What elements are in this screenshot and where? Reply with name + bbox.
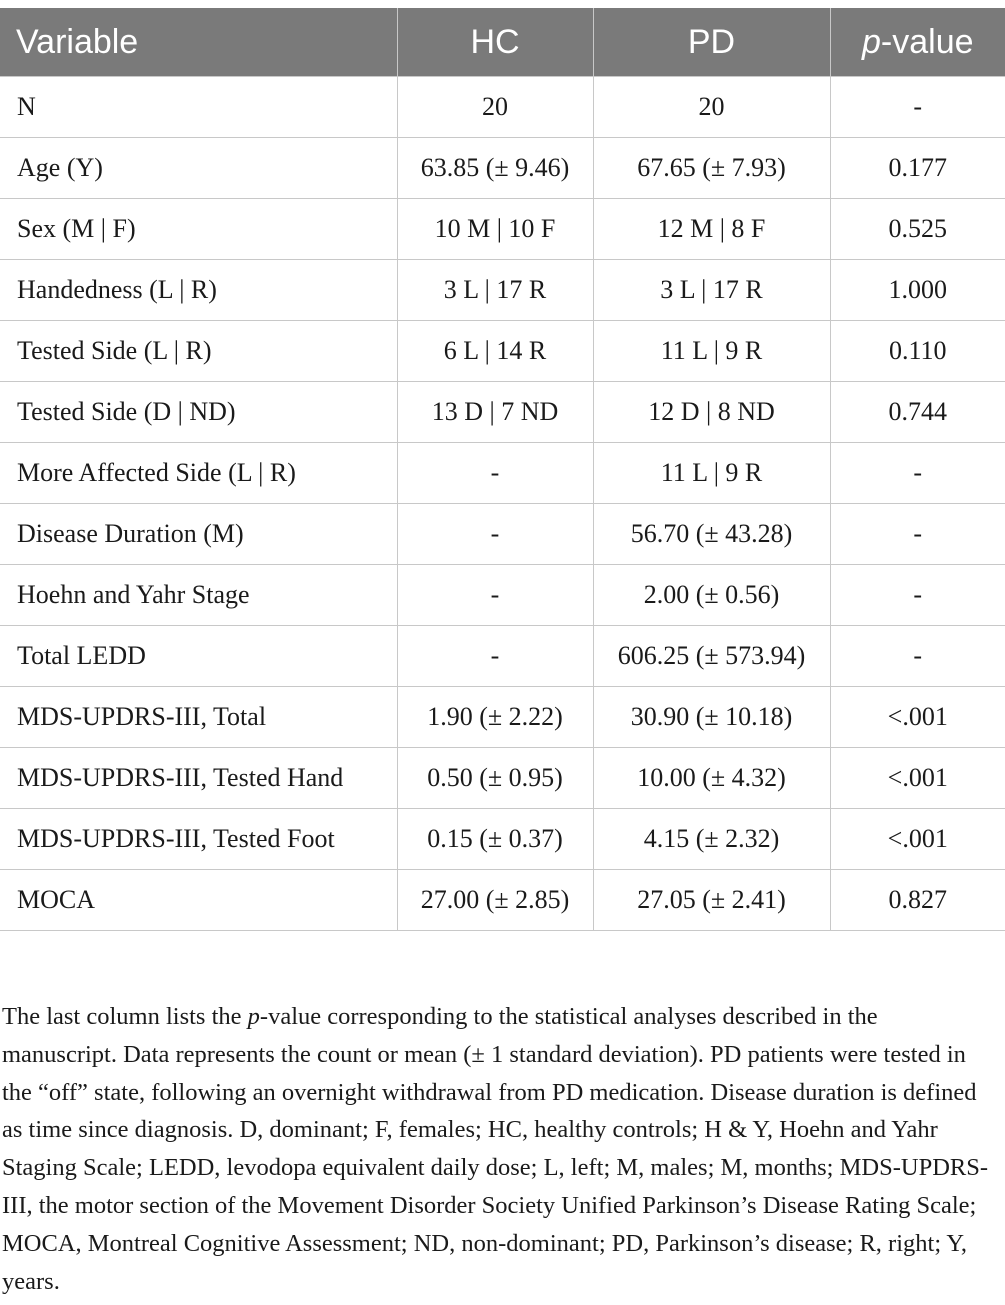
cell-variable: Hoehn and Yahr Stage <box>0 565 397 626</box>
cell-pd: 2.00 (± 0.56) <box>593 565 830 626</box>
cell-hc: 3 L | 17 R <box>397 260 593 321</box>
cell-p-value: - <box>830 504 1005 565</box>
table-row <box>0 504 1005 565</box>
cell-hc: 0.15 (± 0.37) <box>397 809 593 870</box>
cell-variable: Tested Side (L | R) <box>0 321 397 382</box>
footnote-p-italic: p <box>247 1003 260 1030</box>
cell-pd: 67.65 (± 7.93) <box>593 138 830 199</box>
cell-hc: - <box>397 626 593 687</box>
cell-pd: 12 D | 8 ND <box>593 382 830 443</box>
cell-p-value: - <box>830 626 1005 687</box>
cell-p-value: - <box>830 565 1005 626</box>
cell-pd: 11 L | 9 R <box>593 321 830 382</box>
table-row <box>0 443 1005 504</box>
table-row <box>0 809 1005 870</box>
table-footnote <box>2 998 997 1300</box>
cell-variable: MDS-UPDRS-III, Tested Foot <box>0 809 397 870</box>
cell-pd: 20 <box>593 77 830 138</box>
cell-hc: 0.50 (± 0.95) <box>397 748 593 809</box>
table-row <box>0 870 1005 931</box>
cell-p-value: 0.744 <box>830 382 1005 443</box>
table-row <box>0 260 1005 321</box>
cell-p-value: 0.177 <box>830 138 1005 199</box>
cell-pd: 30.90 (± 10.18) <box>593 687 830 748</box>
table-row <box>0 77 1005 138</box>
table-row <box>0 321 1005 382</box>
table-row <box>0 565 1005 626</box>
table-header <box>0 8 1005 77</box>
cell-variable: More Affected Side (L | R) <box>0 443 397 504</box>
header-p-italic: p <box>861 22 881 61</box>
cell-p-value: <.001 <box>830 748 1005 809</box>
cell-pd: 27.05 (± 2.41) <box>593 870 830 931</box>
cell-pd: 56.70 (± 43.28) <box>593 504 830 565</box>
footnote-part-1: The last column lists the <box>2 1003 248 1030</box>
cell-variable: MDS-UPDRS-III, Total <box>0 687 397 748</box>
cell-hc: - <box>397 565 593 626</box>
cell-hc: 27.00 (± 2.85) <box>397 870 593 931</box>
cell-p-value: <.001 <box>830 687 1005 748</box>
table-row <box>0 687 1005 748</box>
header-pd: PD <box>593 8 830 77</box>
cell-pd: 606.25 (± 573.94) <box>593 626 830 687</box>
table-row <box>0 138 1005 199</box>
header-p-suffix: -value <box>880 22 974 61</box>
cell-hc: 63.85 (± 9.46) <box>397 138 593 199</box>
cell-variable: Total LEDD <box>0 626 397 687</box>
table-row <box>0 626 1005 687</box>
cell-hc: 13 D | 7 ND <box>397 382 593 443</box>
cell-hc: - <box>397 443 593 504</box>
cell-pd: 11 L | 9 R <box>593 443 830 504</box>
table-row <box>0 748 1005 809</box>
cell-variable: Disease Duration (M) <box>0 504 397 565</box>
table-row <box>0 382 1005 443</box>
cell-hc: 6 L | 14 R <box>397 321 593 382</box>
cell-variable: Age (Y) <box>0 138 397 199</box>
cell-hc: - <box>397 504 593 565</box>
cell-variable: Sex (M | F) <box>0 199 397 260</box>
cell-hc: 20 <box>397 77 593 138</box>
header-p-value <box>830 8 1005 77</box>
cell-pd: 12 M | 8 F <box>593 199 830 260</box>
cell-p-value: 0.110 <box>830 321 1005 382</box>
footnote-part-2: -value corresponding to the statistical analyses described in the manuscript. Data represents the count or mean (± 1 standard deviation). PD patients were tested in the “off” state, following an overnight withdrawal from PD medication. Disease duration is defined as time since diagnosis. D, dominant; F, females; HC, healthy controls; H & Y, Hoehn and Yahr Staging Scale; LEDD, levodopa equivalent daily dose; L, left; M, males; M, months; MDS-UPDRS-III, the motor section of the Movement Disorder Society Unified Parkinson’s Disease Rating Scale; MOCA, Montreal Cognitive Assessment; ND, non-dominant; PD, Parkinson’s disease; R, right; Y, years. <box>2 1003 989 1295</box>
cell-p-value: 0.827 <box>830 870 1005 931</box>
header-variable: Variable <box>0 8 397 77</box>
table-row <box>0 199 1005 260</box>
cell-p-value: 1.000 <box>830 260 1005 321</box>
cell-pd: 3 L | 17 R <box>593 260 830 321</box>
cell-variable: MDS-UPDRS-III, Tested Hand <box>0 748 397 809</box>
cell-p-value: <.001 <box>830 809 1005 870</box>
table-body <box>0 77 1005 931</box>
cell-variable: N <box>0 77 397 138</box>
cell-variable: MOCA <box>0 870 397 931</box>
cell-pd: 4.15 (± 2.32) <box>593 809 830 870</box>
cell-hc: 10 M | 10 F <box>397 199 593 260</box>
cell-variable: Tested Side (D | ND) <box>0 382 397 443</box>
cell-p-value: - <box>830 77 1005 138</box>
cell-hc: 1.90 (± 2.22) <box>397 687 593 748</box>
cell-p-value: 0.525 <box>830 199 1005 260</box>
demographics-table <box>0 8 1005 931</box>
header-row <box>0 8 1005 77</box>
cell-p-value: - <box>830 443 1005 504</box>
header-hc: HC <box>397 8 593 77</box>
cell-variable: Handedness (L | R) <box>0 260 397 321</box>
cell-pd: 10.00 (± 4.32) <box>593 748 830 809</box>
